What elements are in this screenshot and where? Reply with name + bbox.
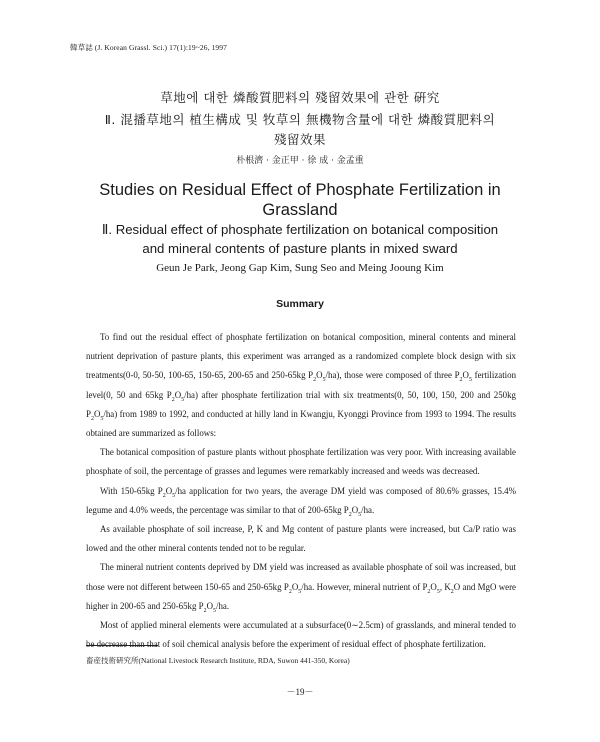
summary-paragraph-4: As available phosphate of soil increase, P, K and Mg content of pasture plants were increased, but Ca/P ratio was lowed and the other mineral contents tended not to be regular. <box>86 524 516 554</box>
summary-heading: Summary <box>276 298 324 310</box>
footer-affiliation: 畜産技術硏究所(National Livestock Research Institute, RDA, Suwon 441-350, Korea) <box>86 656 350 665</box>
english-subtitle-line-1: Ⅱ. Residual effect of phosphate fertilization on botanical composition <box>101 222 499 237</box>
korean-title-line-3: 殘留效果 <box>273 132 326 147</box>
page-number: －19－ <box>286 687 314 697</box>
summary-paragraph-1: To find out the residual effect of phosphate fertilization on botanical composition, mineral contents and mineral nutrient deprivation of pasture plants, this experiment was arranged as a randomized complete block design with six treatments(0-0, 50-50, 100-65, 150-65, 200-65 and 250-65kg $P_2O_5/ha$), those were composed of three $P_2O_5$ fertilization level(0, 50 and 65kg $P_2O_5/ha$) after phosphate fertilization trial with six treatments(0, 50, 100, 150, 200 and 250kg $P_2O_5/ha$) from 1989 to 1992, and conducted at hilly land in Kwangju, Kyonggi Province from 1993 to 1994. The results obtained are summarized as follows: <box>86 332 517 439</box>
korean-title-line-1: 草地에 대한 燐酸質肥料의 殘留效果에 관한 硏究 <box>160 90 440 105</box>
footnote-divider <box>86 645 158 646</box>
summary-body <box>86 328 516 654</box>
english-title-line-2: Grassland <box>262 201 338 219</box>
english-authors: Geun Je Park, Jeong Gap Kim, Sung Seo and Meing Jooung Kim <box>156 262 444 274</box>
summary-paragraph-6: Most of applied mineral elements were accumulated at a subsurface(0∼2.5cm) of grasslands, and mineral tended to be decrease than that of soil chemical analysis before the experiment of residual effect of phosphate fertilization. <box>86 620 516 650</box>
summary-paragraph-3: With 150-65kg $P_2O_5/ha$ application for two years, the average DM yield was composed of 80.6% grasses, 15.4% legume and 4.0% weeds, the percentage was similar to that of 200-65kg $P_2O_5/ha$. <box>86 485 516 518</box>
summary-paragraph-2: The botanical composition of pasture plants without phosphate fertilization was very poor. With increasing available phosphate of soil, the percentage of grasses and legumes were remarkably increased and weeds was decreased. <box>86 447 516 477</box>
summary-paragraph-5: The mineral nutrient contents deprived by DM yield was increased as available phosphate of soil was increased, but those were not different between 150-65 and 250-65kg $P_2O_5/ha$. However, mineral nutrient of $P_2O_5$, $K_2O$ and MgO were higher in 200-65 and 250-65kg $P_2O_5/ha$. <box>86 562 516 614</box>
korean-authors: 朴根濟 · 金正甲 · 徐 成 · 金孟重 <box>236 156 364 166</box>
english-title-line-1: Studies on Residual Effect of Phosphate Fertilization in <box>99 181 501 199</box>
journal-reference: 韓草誌 (J. Korean Grassl. Sci.) 17(1):19~26, 1997 <box>70 43 227 52</box>
english-subtitle-line-2: and mineral contents of pasture plants in mixed sward <box>142 241 458 256</box>
korean-title-line-2: Ⅱ. 混播草地의 植生構成 및 牧草의 無機物含量에 대한 燐酸質肥料의 <box>104 112 496 127</box>
